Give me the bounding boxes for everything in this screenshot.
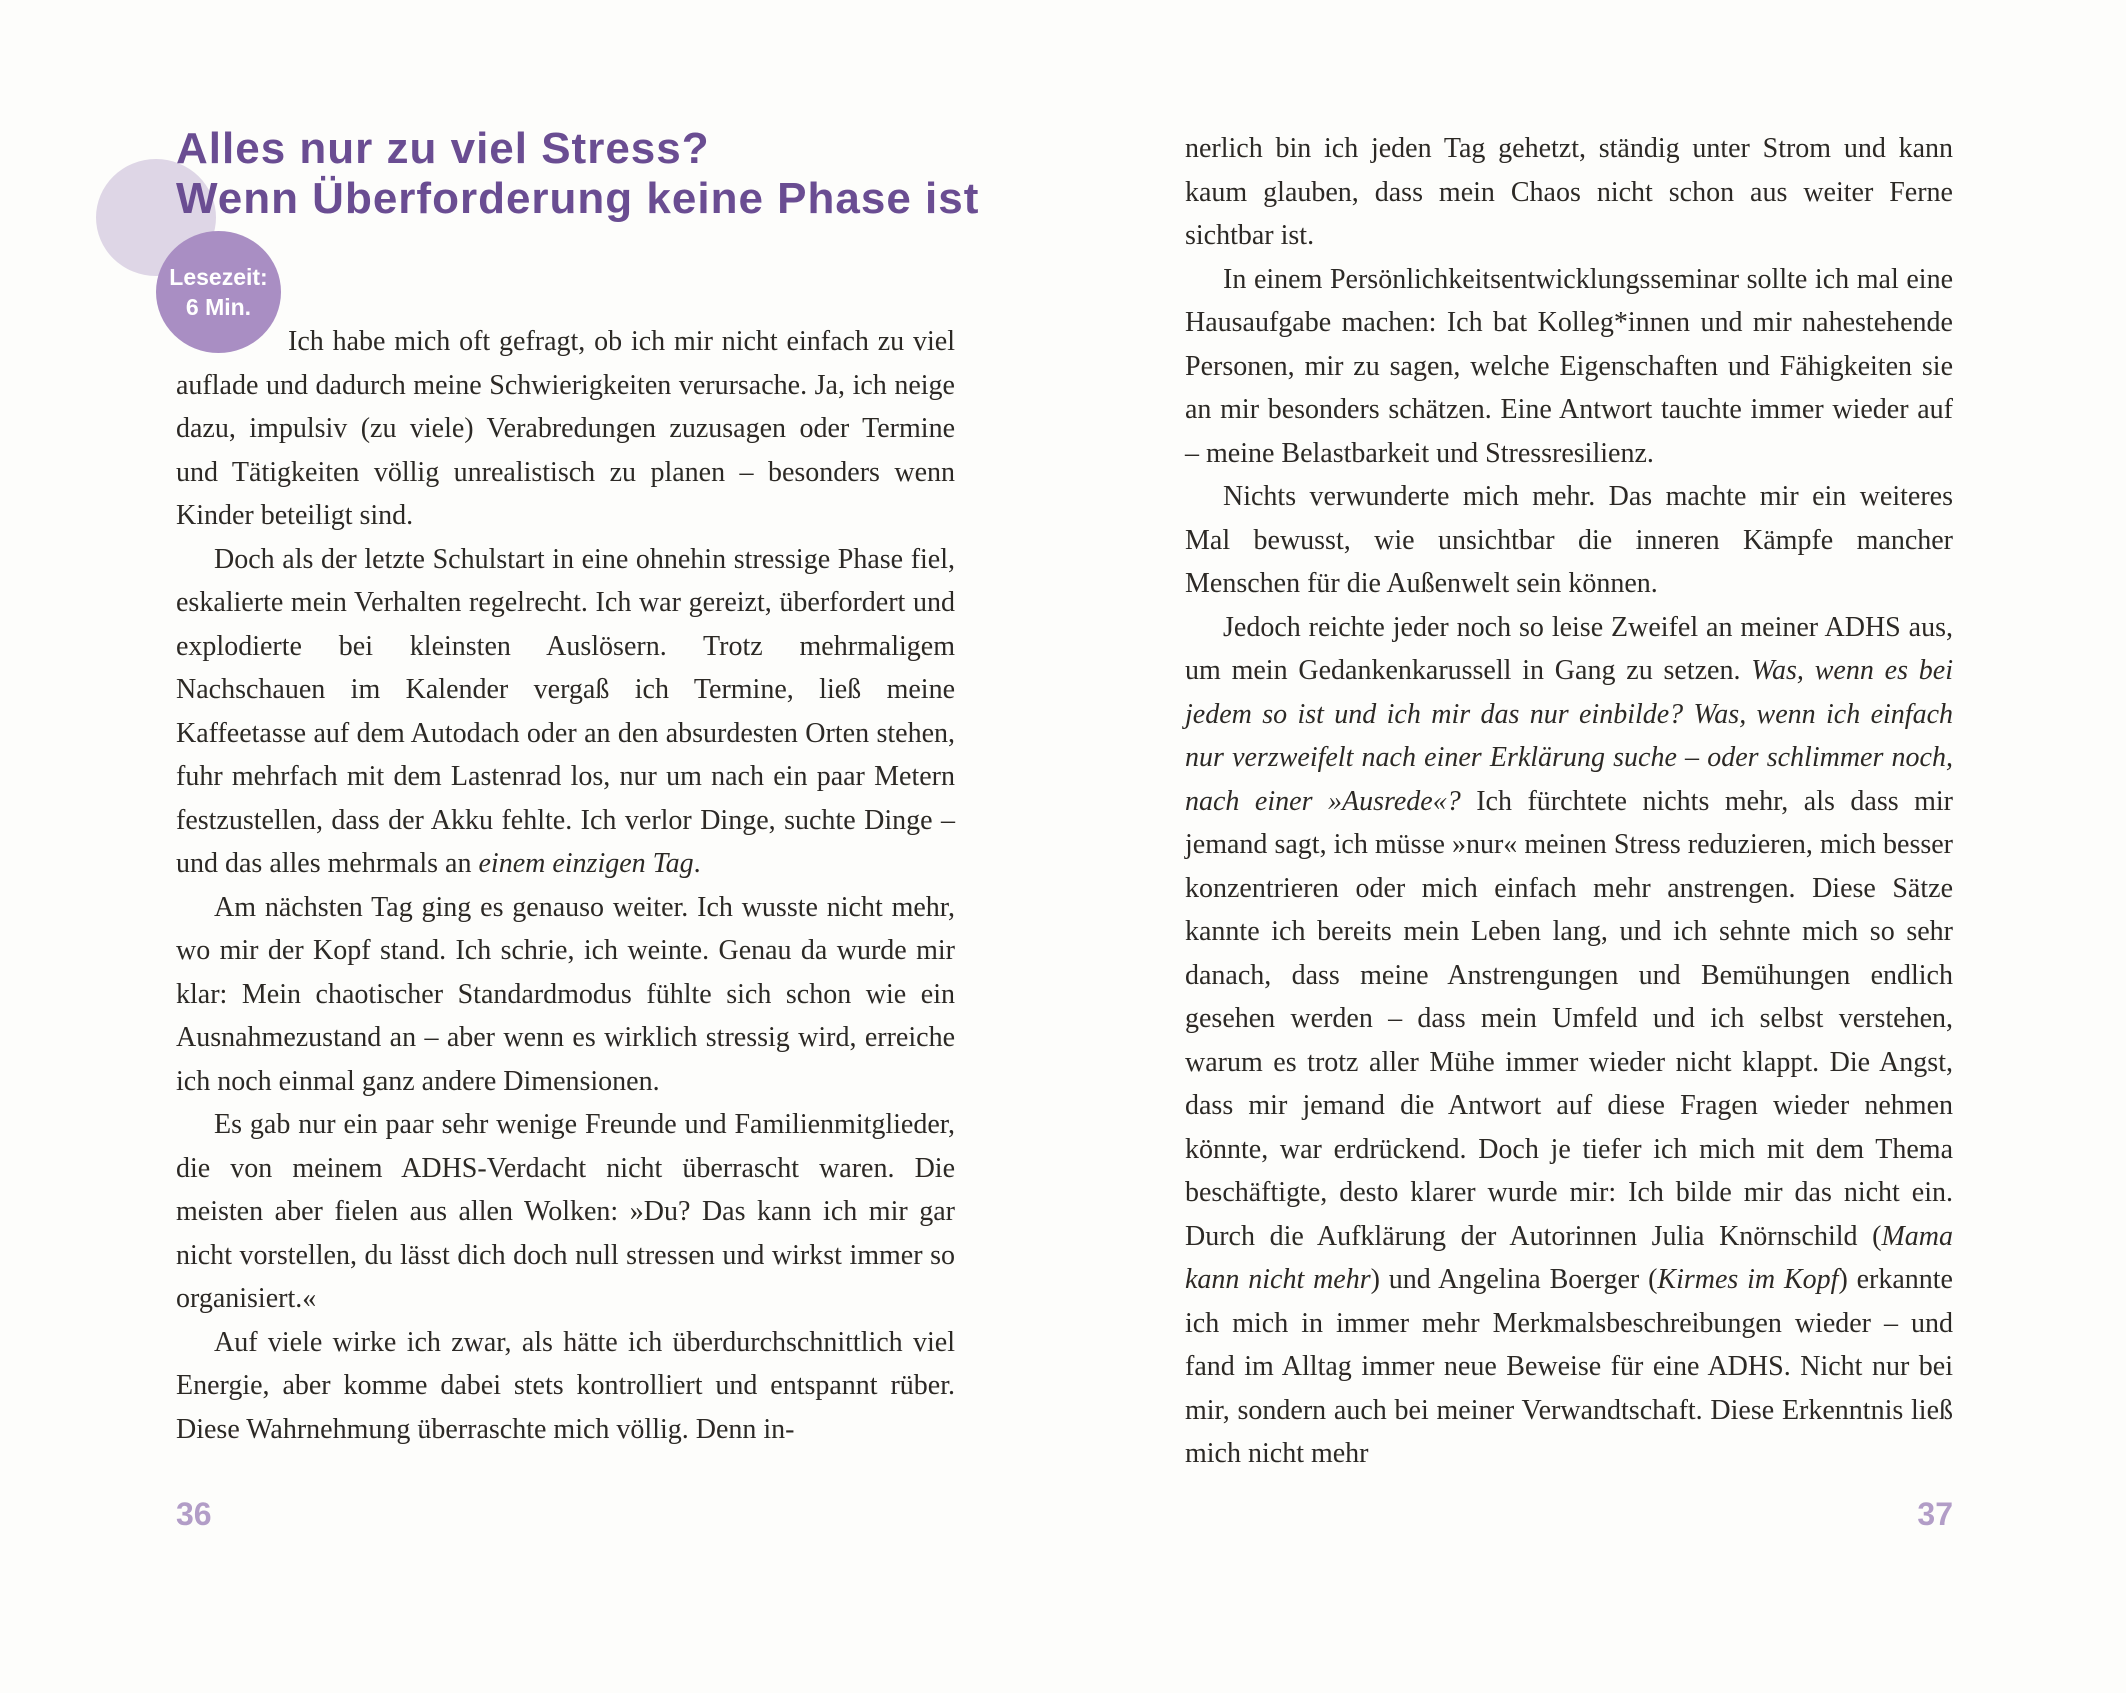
paragraph (176, 320, 955, 538)
text-run: ) und Angelina Boerger ( (1370, 1264, 1658, 1295)
italic-text-run: einem einzigen Tag (478, 848, 694, 879)
paragraph (176, 1321, 955, 1452)
text-run: Ich habe mich oft gefragt, ob ich mir nicht einfach zu viel auflade und dadurch meine Schwierigkeiten verursache. Ja, ich neige dazu, impulsiv (zu viele) Verabredungen zuzusagen oder Termine und Tätigkeiten völlig unrealistisch zu planen – besonders wenn Kinder beteiligt sind. (176, 326, 955, 531)
left-page-text-column (176, 320, 955, 1451)
paragraph (1185, 258, 1953, 476)
text-run: Ich fürchtete nichts mehr, als dass mir jemand sagt, ich müsse »nur« meinen Stress reduzieren, mich besser konzentrieren oder mich einfach mehr anstrengen. Diese Sätze kannte ich bereits mein Leben lang, und ich sehnte mich so sehr danach, dass meine Anstrengungen und Bemühungen endlich gesehen werden – dass mein Umfeld und ich selbst verstehen, warum es trotz aller Mühe immer wieder nicht klappt. Die Angst, dass mir jemand die Antwort auf diese Fragen wieder nehmen könnte, war erdrückend. Doch je tiefer ich mich mit dem Thema beschäftigte, desto klarer wurde mir: Ich bilde mir das nicht ein. Durch die Aufklärung der Autorinnen Julia Knörnschild ( (1185, 785, 1954, 1252)
title-line-1: Alles nur zu viel Stress? (176, 124, 710, 173)
page-number-right: 37 (1917, 1496, 1953, 1532)
paragraph (176, 1103, 955, 1321)
paragraph (1185, 606, 1953, 1476)
paragraph (176, 538, 955, 886)
italic-text-run: Was, wenn es bei jedem so ist und ich mir das nur einbilde? Was, wenn ich einfach nur verzweifelt nach einer Erklärung suche – oder schlimmer noch, nach einer »Ausrede«? (1185, 655, 1953, 817)
text-run: ) erkannte ich mich in immer mehr Merkmalsbeschreibungen wieder – und fand im Alltag immer neue Beweise für eine ADHS. Nicht nur bei mir, sondern auch bei meiner Verwandtschaft. Diese Erkenntnis ließ mich nicht mehr (1185, 1264, 1953, 1469)
chapter-title (176, 124, 979, 224)
text-run: Es gab nur ein paar sehr wenige Freunde und Familienmitglieder, die von meinem ADHS-Verdacht nicht überrascht waren. Die meisten aber fielen aus allen Wolken: »Du? Das kann ich mir gar nicht vorstellen, du lässt dich doch null stressen und wirkst immer so organisiert.« (176, 1109, 955, 1314)
paragraph (1185, 127, 1953, 258)
text-run: Nichts verwunderte mich mehr. Das machte mir ein weiteres Mal bewusst, wie unsichtbar die inneren Kämpfe mancher Menschen für die Außenwelt sein können. (1185, 481, 1953, 599)
text-run: . (693, 848, 701, 879)
page-number-left: 36 (176, 1496, 212, 1532)
text-run: Doch als der letzte Schulstart in eine ohnehin stressige Phase fiel, eskalierte mein Verhalten regelrecht. Ich war gereizt, überfordert und explodierte bei kleinsten Auslösern. Trotz mehrmaligem Nachschauen im Kalender vergaß ich Termine, ließ meine Kaffeetasse auf dem Autodach oder an den absurdesten Orten stehen, fuhr mehrfach mit dem Lastenrad los, nur um nach ein paar Metern festzustellen, dass der Akku fehlte. Ich verlor Dinge, suchte Dinge – und das alles mehrmals an (176, 543, 955, 879)
italic-text-run: Kirmes im Kopf (1657, 1264, 1839, 1295)
text-run: Am nächsten Tag ging es genauso weiter. Ich wusste nicht mehr, wo mir der Kopf stand. Ich schrie, ich weinte. Genau da wurde mir klar: Mein chaotischer Standardmodus fühlte sich schon wie ein Ausnahmezustand an – aber wenn es wirklich stressig wird, erreiche ich noch einmal ganz andere Dimensionen. (176, 891, 955, 1097)
text-run: In einem Persönlichkeitsentwicklungsseminar sollte ich mal eine Hausaufgabe machen: Ich bat Kolleg*innen und mir nahestehende Personen, mir zu sagen, welche Eigenschaften und Fähigkeiten sie an mir besonders schätzen. Eine Antwort tauchte immer wieder auf – meine Belastbarkeit und Stressresilienz. (1185, 263, 1953, 469)
right-page-text-column (1185, 127, 1953, 1476)
paragraph (1185, 475, 1953, 606)
text-run: Auf viele wirke ich zwar, als hätte ich überdurchschnittlich viel Energie, aber komme dabei stets kontrolliert und entspannt rüber. Diese Wahrnehmung überraschte mich völlig. Denn in- (176, 1326, 955, 1445)
title-line-2: Wenn Überforderung keine Phase ist (176, 174, 980, 223)
badge-value: 6 Min. (185, 294, 252, 320)
text-run: nerlich bin ich jeden Tag gehetzt, ständig unter Strom und kann kaum glauben, dass mein Chaos nicht schon aus weiter Ferne sichtbar ist. (1185, 133, 1953, 251)
italic-text-run: Mama kann nicht mehr (1185, 1220, 1953, 1295)
text-run: Jedoch reichte jeder noch so leise Zweifel an meiner ADHS aus, um mein Gedankenkarussell in Gang zu setzen. (1185, 611, 1953, 686)
badge-label: Lesezeit: (169, 264, 268, 290)
paragraph (176, 886, 955, 1104)
